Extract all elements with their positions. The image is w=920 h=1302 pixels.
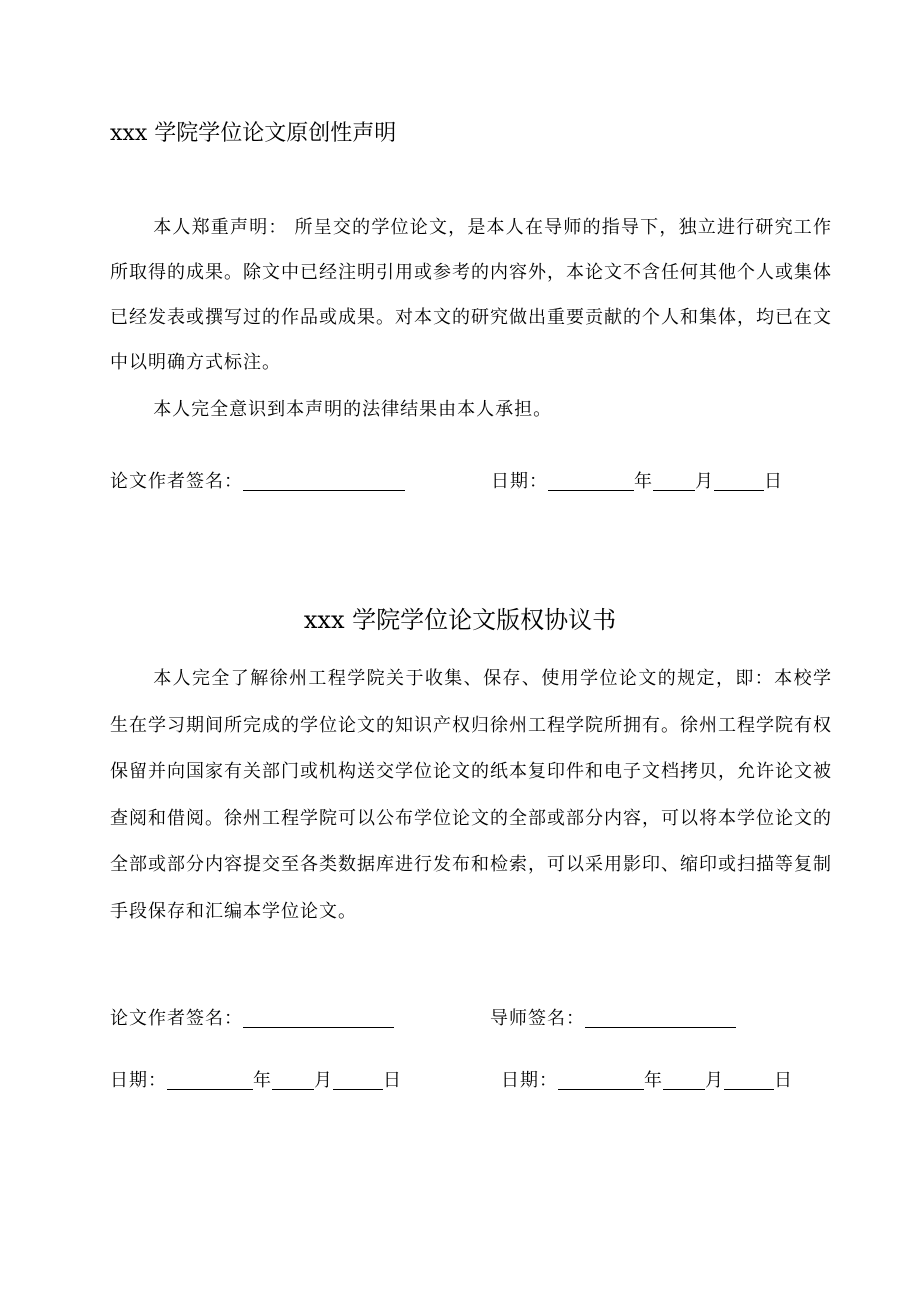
agreement-author-year-field[interactable] <box>167 1067 253 1090</box>
date-label: 日期： <box>491 471 548 492</box>
author-signature-field[interactable] <box>243 468 405 491</box>
advisor-signature-label: 导师签名： <box>490 1008 585 1029</box>
advisor-day-field[interactable] <box>724 1067 774 1090</box>
declaration-title: xxx 学院学位论文原创性声明 <box>110 121 397 146</box>
day-label: 日 <box>764 471 783 492</box>
month-label: 月 <box>695 471 714 492</box>
year-field[interactable] <box>548 468 634 491</box>
declaration-author-signature-row <box>110 467 405 497</box>
agreement-author-signature-row <box>110 1004 394 1034</box>
month-field[interactable] <box>653 468 695 491</box>
author-signature-label: 论文作者签名： <box>110 471 243 492</box>
declaration-responsibility-paragraph: 本人完全意识到本声明的法律结果由本人承担。 <box>153 399 553 420</box>
agreement-title: xxx 学院学位论文版权协议书 <box>303 606 617 634</box>
agreement-author-date-row <box>110 1066 402 1096</box>
advisor-date-row <box>501 1066 793 1096</box>
advisor-year-label: 年 <box>644 1070 663 1091</box>
agreement-author-date-label: 日期： <box>110 1070 167 1091</box>
agreement-author-day-field[interactable] <box>333 1067 383 1090</box>
agreement-author-year-label: 年 <box>253 1070 272 1091</box>
advisor-year-field[interactable] <box>558 1067 644 1090</box>
declaration-paragraph: 本人郑重声明： 所呈交的学位论文，是本人在导师的指导下，独立进行研究工作所取得的成果。除文中已经注明引用或参考的内容外，本论文不含任何其他个人或集体已经发表或撰写过的作品或成果。对本文的研究做出重要贡献的个人和集体，均已在文中以明确方式标注。 <box>110 217 832 373</box>
agreement-author-month-field[interactable] <box>272 1067 314 1090</box>
advisor-signature-row <box>490 1004 736 1034</box>
day-field[interactable] <box>714 468 764 491</box>
agreement-author-month-label: 月 <box>314 1070 333 1091</box>
advisor-month-field[interactable] <box>663 1067 705 1090</box>
agreement-author-day-label: 日 <box>383 1070 402 1091</box>
declaration-date-row <box>491 467 783 497</box>
agreement-paragraph: 本人完全了解徐州工程学院关于收集、保存、使用学位论文的规定，即：本校学生在学习期间所完成的学位论文的知识产权归徐州工程学院所拥有。徐州工程学院有权保留并向国家有关部门或机构送交学位论文的纸本复印件和电子文档拷贝，允许论文被查阅和借阅。徐州工程学院可以公布学位论文的全部或部分内容，可以将本学位论文的全部或部分内容提交至各类数据库进行发布和检索，可以采用影印、缩印或扫描等复制手段保存和汇编本学位论文。 <box>110 668 832 922</box>
advisor-day-label: 日 <box>774 1070 793 1091</box>
advisor-date-label: 日期： <box>501 1070 558 1091</box>
advisor-month-label: 月 <box>705 1070 724 1091</box>
agreement-author-signature-field[interactable] <box>243 1005 394 1028</box>
year-label: 年 <box>634 471 653 492</box>
advisor-signature-field[interactable] <box>585 1005 736 1028</box>
agreement-author-signature-label: 论文作者签名： <box>110 1008 243 1029</box>
